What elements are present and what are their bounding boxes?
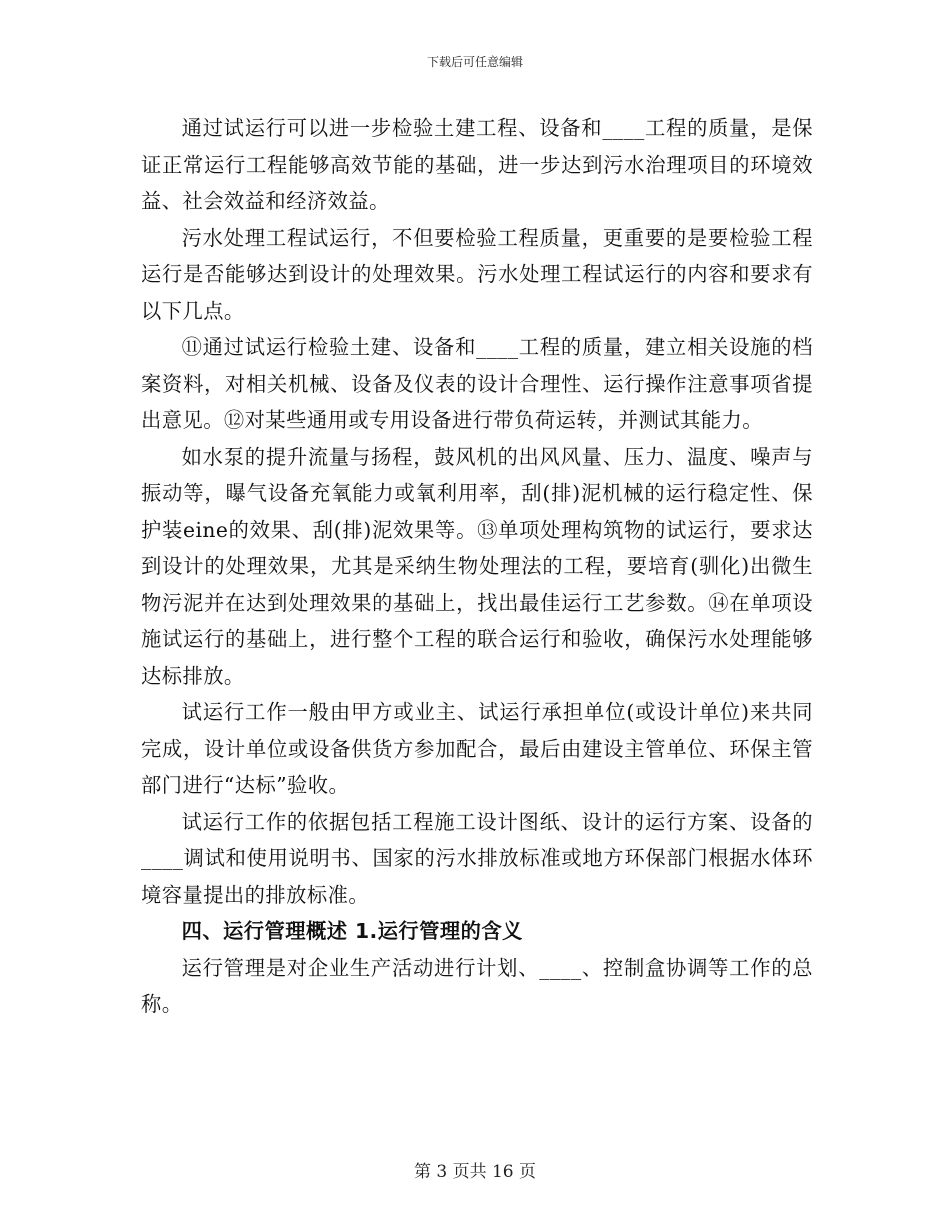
page-number: 第 3 页共 16 页 — [413, 1162, 537, 1182]
section-heading: 四、运行管理概述 1.运行管理的含义 — [181, 919, 523, 943]
page-header: 下载后可任意编辑 — [426, 55, 523, 69]
paragraph-5: 试运行工作一般由甲方或业主、试运行承担单位(或设计单位)来共同完成，设计单位或设备供货方参加配合，最后由建设主管单位、环保主管部门进行“达标”验收。 — [141, 700, 813, 797]
paragraph-3: ⑪通过试运行检验土建、设备和____工程的质量，建立相关设施的档案资料，对相关机械、设备及仪表的设计合理性、运行操作注意事项省提出意见。⑫对某些通用或专用设备进行带负荷运转，并测试其能力。 — [141, 335, 813, 432]
paragraph-1: 通过试运行可以进一步检验土建工程、设备和____工程的质量，是保证正常运行工程能够高效节能的基础，进一步达到污水治理项目的环境效益、社会效益和经济效益。 — [141, 116, 813, 213]
paragraph-2: 污水处理工程试运行，不但要检验工程质量，更重要的是要检验工程运行是否能够达到设计的处理效果。污水处理工程试运行的内容和要求有以下几点。 — [141, 225, 813, 323]
paragraph-6: 试运行工作的依据包括工程施工设计图纸、设计的运行方案、设备的____调试和使用说明书、国家的污水排放标准或地方环保部门根据水体环境容量提出的排放标准。 — [141, 809, 813, 907]
paragraph-7: 运行管理是对企业生产活动进行计划、____、控制盒协调等工作的总称。 — [141, 955, 813, 1016]
document-body — [141, 110, 813, 1023]
paragraph-4: 如水泵的提升流量与扬程，鼓风机的出风风量、压力、温度、噪声与振动等，曝气设备充氧能力或氧利用率，刮(排)泥机械的运行稳定性、保护装eine的效果、刮(排)泥效果等。⑬单项处理构筑物的试运行，要求达到设计的处理效果，尤其是采纳生物处理法的工程，要培育(驯化)出微生物污泥并在达到处理效果的基础上，找出最佳运行工艺参数。⑭在单项设施试运行的基础上，进行整个工程的联合运行和验收，确保污水处理能够达标排放。 — [141, 444, 813, 688]
